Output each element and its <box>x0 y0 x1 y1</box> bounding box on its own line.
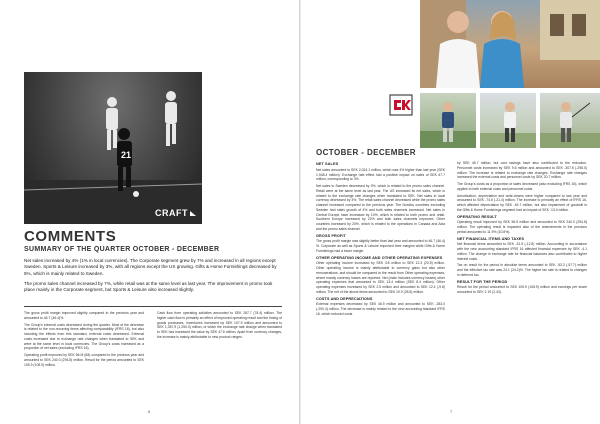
intro-paragraph: The promo sales channel increased by 7%, while retail was at the same level as last year. The improvement in promo took place mainly in the Corporate segment, but Sports & Leisure also increased slightly. <box>24 281 273 293</box>
section-heading: COSTS AND DEPRECIATIONS <box>316 296 373 301</box>
section-title: OCTOBER - DECEMBER <box>316 148 416 157</box>
body-paragraph: Cash flow from operating activities amounted to SEK 287.7 (78.4) million. The higher cash flow is primarily an effect of improved operating result and the timing of goods purchases. Inventories increased by SEK 107.9 million and amounted to SEK 1,357.9 (1,250.0) million, of which the exchange rate change when translated to SEK has increased the value by SEK 47.6 million. Apart from currency changes, the increase is mainly attributable to new product ranges. <box>157 311 282 339</box>
golfer-photo <box>420 93 476 148</box>
right-page <box>300 0 600 424</box>
page-number: 7 <box>450 409 453 414</box>
section-heading: OPERATING RESULT <box>457 214 497 219</box>
body-paragraph: Net financial items amounted to SEK -31.9 (-12.8) million. Accounting in accordance with the new accounting standard IFRS 16 affected financial expenses by SEK -4.1 million. The change in exchange rate for financial balances also contributed to higher interest costs. <box>457 242 587 261</box>
intro-paragraph: Net sales increased by 4% (1% in local currencies). The Corporate segment grew by 7% and increased in all regions except Sweden. Sports & Leisure increased by 3%, with all regions except the US growing. Gifts & Home Furnishings decreased by 5%, which is mainly related to Sweden. <box>24 258 277 276</box>
golf-swing-photo <box>540 93 600 148</box>
section-heading: OTHER OPERATING INCOME AND OTHER OPERATING EXPENSES <box>316 255 443 260</box>
page-title: COMMENTS <box>24 228 117 245</box>
right-column-2 <box>457 161 587 297</box>
body-paragraph: Net sales amounted to SEK 2,024.1 million, which was 4% higher than last year (SEK 1,948.4 million). Exchange rate effect had a positive impact on sales of SEK 67.7 million, corresponding to 3%. <box>316 167 445 182</box>
body-paragraph: The Group's external costs decreased during the quarter. Most of the decrease is related to the non-recurring items affecting comparability (IFRS 16), but also including the effects from this standard, external costs decreased. External costs increased due to exchange rate changes when translated to SEK and were at the same level in local currencies. The Group's costs increased as a proportion of net sales (excluding IFRS 16). <box>24 322 144 351</box>
football-photo <box>24 72 202 224</box>
body-paragraph: Tax on result for the period in absolute terms amounted to SEK -53.3 (-57.7) million and the effective tax rate was 24.1 (24.2)%. The higher tax rate is related to changes in deferred tax. <box>457 263 587 277</box>
page-number: 6 <box>148 409 151 414</box>
body-paragraph: The gross profit margin improved slightly compared to the previous year and amounted to 46.7 (46.4)%. <box>24 311 144 320</box>
craft-logo: CRAFT <box>155 208 196 218</box>
body-paragraph: Operating profit improved by SEK 56 M (68) compared to the previous year and amounted to SEK 240.0 (294.8) million. Result for the period amounted to SEK 105.9 (108.9) million. <box>24 353 144 367</box>
svg-text:21: 21 <box>121 150 132 160</box>
body-paragraph: Net sales to Sweden decreased by 3%, which is related to the promo sales channel. Retail were at the same level as last year. The US increased its net sales, which is related to the exchange rate changes when translated to SEK. Net sales in local currency decreased by 3%. The retail sales channel decreased while the promo sales channel increased compared to the previous year. The Nordics countries excluding Sweden had sales growth of 4% and both sales channels increased. Net sales in Central Europe have increased by 10%, which is related to both promo and retail. Southern Europe increased by 22% and both sales channels improved. Other countries increased by 20%, which is related to the operations in Canada and Asia and the promo sales channel. <box>316 184 445 231</box>
body-paragraph: Operating result improved by SEK 56.9 million and amounted to SEK 240.0 (294.8) million. The operating result is impacted also of the amendments in the previous period amounted to 11.9% (10.8%). <box>457 220 587 234</box>
body-paragraph: External expenses decreased by SEK 46.9 million and amounted to SEK -283.0 (-290.4) million. The decrease is mainly related to the new accounting standard IFRS 16, which reduced costs <box>316 302 445 316</box>
cutter-buck-logo <box>389 94 413 116</box>
right-column-1 <box>316 160 445 319</box>
body-paragraph: The Group's costs as a proportion of sales decreased (also excluding IFRS 16), which applies to both external costs and personnel costs. <box>457 182 587 191</box>
section-heading: RESULT FOR THE PERIOD <box>457 279 508 284</box>
page-subtitle: SUMMARY OF THE QUARTER OCTOBER - DECEMBER <box>24 246 220 253</box>
left-column-1 <box>24 311 144 369</box>
section-heading: NET FINANCIAL ITEMS AND TAXES <box>457 236 525 241</box>
couple-photo <box>420 0 600 88</box>
section-heading: NET SALES <box>316 162 339 166</box>
body-paragraph: Amortization, depreciation and write-downs were higher compared to last year and amounted to SEK -74.6 (-21.4) million. The increase is primarily an effect of IFRS 16, which affected depreciation by SEK -49.7 million, but also impairment of goodwill in the Gifts & Home Furnishings segment had an impact of SEK -13.4 million. <box>457 193 587 212</box>
divider <box>24 306 282 307</box>
body-paragraph: Result for the period amounted to SEK 105.9 (108.9) million and earnings per share amounted to SEK 2.19 (2.43). <box>457 285 587 294</box>
section-heading: GROSS PROFIT <box>316 233 346 238</box>
body-paragraph: The gross profit margin was slightly better than last year and amounted to 46.7 (46.4) %. Corporate as well as Sports & Leisure improved their margins while Gifts & Home Furnishings had a lower margin. <box>316 239 445 253</box>
left-column-2 <box>157 311 282 342</box>
body-paragraph: by SEK 45.7 million, but cost savings have also contributed to the reduction. Personnel costs increased by SEK 9.6 million and amounted to SEK -307.5 (-298.0) million. The increase is related to exchange rate changes. Exchange rate changes increased the external costs and personnel costs by SEK 20.7 million. <box>457 161 587 180</box>
walker-photo <box>480 93 536 148</box>
body-paragraph: Other operating income increased by SEK 4.8 million to SEK 12.3 (20.5) million. Other operating income is mainly attributable to currency gains but also other remunerations, and should be compared to the result from Other operating expenses, where mainly currency losses are reported. Net (main includes currency losses) other operating expenses that amounted to SEK 13.4 million (SEK 8.4 million). Other operating expenses increased by SEK 2.5 million and amounted to SEK 12.4 (-9.8) million. The net of the above items amounted to SEK 19.9 (28.5) million. <box>316 261 445 294</box>
